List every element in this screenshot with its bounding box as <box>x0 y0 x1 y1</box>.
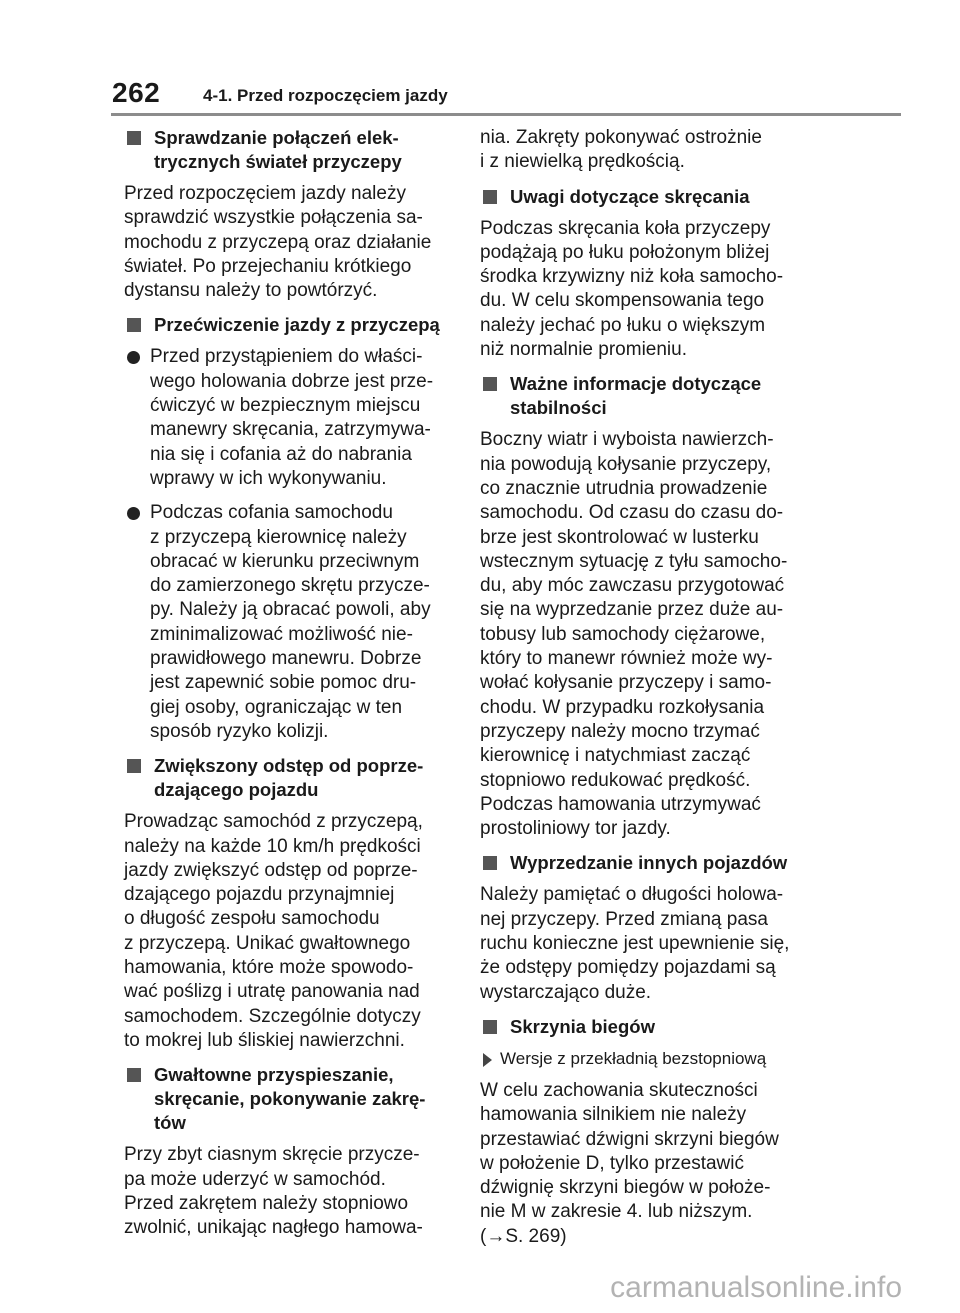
square-bullet-icon <box>483 377 497 391</box>
bullet-item <box>124 345 456 491</box>
text-content: Przed przystąpieniem do właści- wego holowania dobrze jest prze- ćwiczyć w bezpiecznym miejscu manewry skręcania, zatrzymywa- nia się i cofania aż do nabrania wprawy w ich wykonywaniu. <box>150 346 434 489</box>
paragraph <box>480 428 812 841</box>
variant-note <box>480 1047 812 1071</box>
paragraph <box>124 182 456 303</box>
square-bullet-icon <box>127 318 141 332</box>
text-content: Gwałtowne przyspieszanie, skręcanie, pokonywanie zakrę- tów <box>154 1064 426 1134</box>
paragraph <box>480 217 812 363</box>
bullet-item <box>124 501 456 744</box>
left-column <box>124 126 456 1250</box>
section-title: 4-1. Przed rozpoczęciem jazdy <box>203 86 448 105</box>
square-bullet-icon <box>483 190 497 204</box>
round-bullet-icon <box>127 507 140 520</box>
paragraph <box>480 883 812 1004</box>
text-content: Boczny wiatr i wyboista nawierzch- nia powodują kołysanie przyczepy, co znacznie utrudnia prowadzenie samochodu. Od czasu do czasu do- brze jest skontrolować w lusterku wstecznym sytuację z tyłu samocho- du, aby móc zawczasu przygotować się na wyprzedzanie przez duże au- tobusy lub samochody ciężarowe, który to manewr również może wy- wołać kołysanie przyczepy i samo- chodu. W przypadku rozkołysania przyczepy należy mocno trzymać kierownicę i natychmiast zacząć stopniowo redukować prędkość. Podczas hamowania utrzymywać prostoliniowy tor jazdy. <box>480 429 788 840</box>
section-heading <box>124 1063 456 1135</box>
header-divider <box>111 113 901 116</box>
round-bullet-icon <box>127 351 140 364</box>
text-content: Przećwiczenie jazdy z przyczepą <box>154 314 440 336</box>
paragraph <box>480 1079 812 1249</box>
paragraph <box>124 810 456 1053</box>
text-content: Podczas skręcania koła przyczepy podążają po łuku położonym bliżej środka krzywizny niż koła samocho- du. W celu skompensowania tego należy jechać po łuku o większym niż normalnie promieniu. <box>480 217 784 361</box>
square-bullet-icon <box>127 1068 141 1082</box>
text-content: Sprawdzanie połączeń elek- trycznych świateł przyczepy <box>154 127 402 172</box>
text-content: Prowadząc samochód z przyczepą, należy na każde 10 km/h prędkości jazdy zwiększyć odstęp od poprze- dzającego pojazdu przynajmniej o długość zespołu samochodu z przyczepą. Unikać gwałtownego hamowania, które może spowodo- wać poślizg i utratę panowania nad samochodem. Szczególnie dotyczy to mokrej lub śliskiej nawierzchni. <box>124 811 423 1051</box>
text-content: W celu zachowania skuteczności hamowania silnikiem nie należy przestawiać dźwigni skrzyni biegów w położenie D, tylko przestawić dźwignię skrzyni biegów w położe- nie M w zakresie 4. lub niższym. (→S. 269) <box>480 1079 779 1247</box>
text-content: Zwiększony odstęp od poprze- dzającego pojazdu <box>154 755 424 801</box>
text-content: Wyprzedzanie innych pojazdów <box>510 852 788 874</box>
watermark: carmanualsonline.info <box>610 1271 902 1304</box>
text-content: Wersje z przekładnią bezstopniową <box>500 1048 767 1068</box>
square-bullet-icon <box>483 856 497 870</box>
page-number: 262 <box>112 77 161 108</box>
paragraph <box>480 126 812 175</box>
section-heading <box>124 313 456 337</box>
square-bullet-icon <box>127 131 141 145</box>
text-content: Przy zbyt ciasnym skręcie przycze- pa może uderzyć w samochód. Przed zakrętem należy stopniowo zwolnić, unikając nagłego hamowa- <box>124 1144 423 1239</box>
text-content: nia. Zakręty pokonywać ostrożnie i z niewielką prędkością. <box>480 127 762 173</box>
section-heading <box>480 1015 812 1039</box>
square-bullet-icon <box>483 1020 497 1034</box>
section-heading <box>480 185 812 209</box>
text-content: Uwagi dotyczące skręcania <box>510 185 750 207</box>
square-bullet-icon <box>127 759 141 773</box>
section-heading <box>480 372 812 420</box>
page-header <box>0 0 960 120</box>
section-heading <box>124 126 456 174</box>
paragraph <box>124 1143 456 1240</box>
text-content: Należy pamiętać o długości holowa- nej przyczepy. Przed zmianą pasa ruchu konieczne jest upewnienie się, że odstępy pomiędzy pojazdami są wystarczająco duże. <box>480 884 790 1003</box>
right-column <box>480 126 812 1259</box>
text-content: Skrzynia biegów <box>510 1015 655 1037</box>
text-content: Ważne informacje dotyczące stabilności <box>510 373 762 419</box>
section-heading <box>124 754 456 802</box>
text-content: Podczas cofania samochodu z przyczepą kierownicę należy obracać w kierunku przeciwnym do zamierzonego skrętu przycze- py. Należy ją obracać powoli, aby zminimalizować możliwość nie- prawidłowego manewru. Dobrze jest zapewnić sobie pomoc dru- giej osoby, ograniczając w ten sposób ryzyko kolizji. <box>150 502 431 742</box>
triangle-arrow-icon <box>483 1053 492 1067</box>
section-heading <box>480 851 812 875</box>
text-content: Przed rozpoczęciem jazdy należy sprawdzić wszystkie połączenia sa- mochodu z przyczepą oraz działanie świateł. Po przejechaniu krótkiego dystansu należy to powtórzyć. <box>124 183 432 302</box>
